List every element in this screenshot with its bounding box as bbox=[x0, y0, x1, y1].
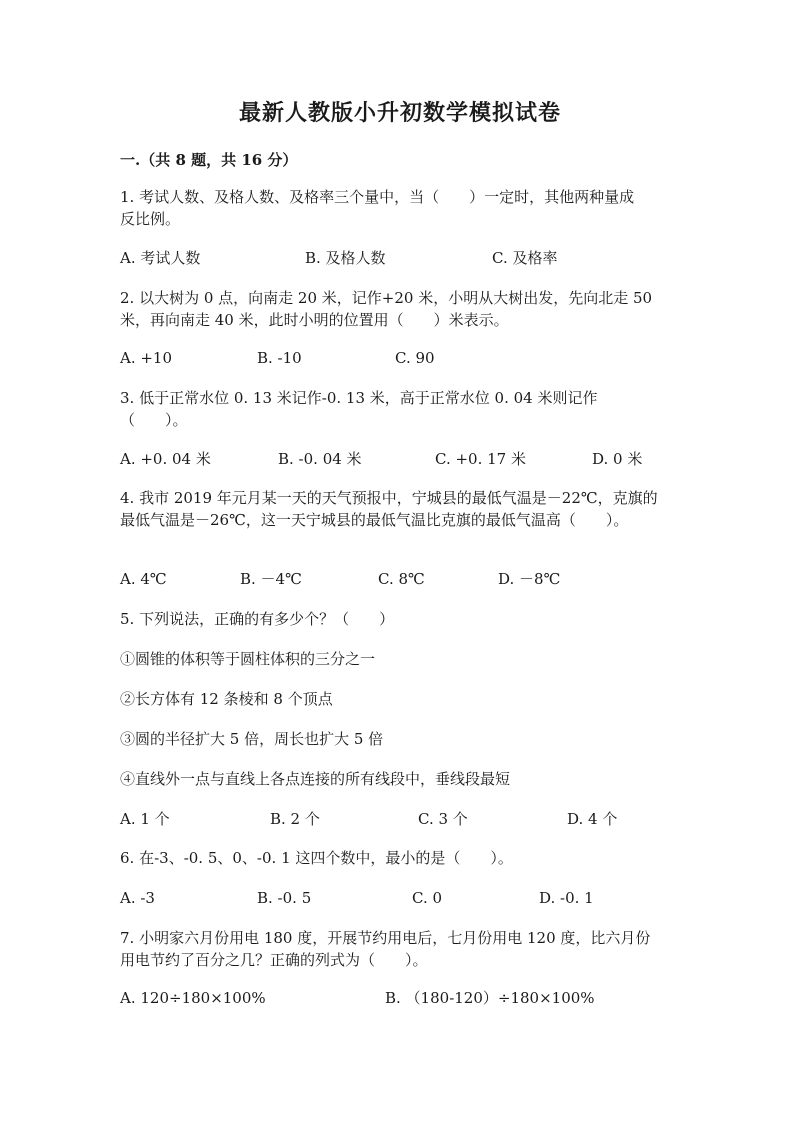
option-b: B. 2 个 bbox=[270, 810, 320, 828]
question-text: 6. 在-3、-0. 5、0、-0. 1 这四个数中，最小的是（ ）。 bbox=[120, 849, 513, 867]
option-b: B. -10 bbox=[257, 349, 302, 367]
question-7-options bbox=[120, 987, 720, 1009]
question-text: 4. 我市 2019 年元月某一天的天气预报中，宁城县的最低气温是－22℃，克旗的 bbox=[120, 489, 658, 507]
statement-3: ③圆的半径扩大 5 倍，周长也扩大 5 倍 bbox=[120, 730, 384, 748]
question-2-options bbox=[120, 347, 720, 369]
question-1-options bbox=[120, 247, 720, 269]
question-3-options bbox=[120, 448, 720, 470]
question-6-options bbox=[120, 887, 720, 909]
question-1 bbox=[120, 186, 685, 230]
question-text: 2. 以大树为 0 点，向南走 20 米，记作+20 米，小明从大树出发，先向北走 50 bbox=[120, 289, 653, 307]
option-a: A. 4℃ bbox=[120, 570, 167, 588]
question-7 bbox=[120, 927, 685, 971]
option-a: A. +10 bbox=[120, 349, 173, 367]
option-a: A. +0. 04 米 bbox=[120, 450, 211, 468]
question-3 bbox=[120, 387, 685, 431]
option-a: A. 120÷180×100% bbox=[120, 989, 266, 1007]
option-b: B. －4℃ bbox=[240, 570, 302, 588]
option-b: B. 及格人数 bbox=[305, 249, 386, 267]
option-b: B. -0. 5 bbox=[257, 889, 312, 907]
option-a: A. 考试人数 bbox=[120, 249, 201, 267]
option-c: C. 8℃ bbox=[378, 570, 425, 588]
question-text: 米，再向南走 40 米，此时小明的位置用（ ）米表示。 bbox=[120, 311, 509, 329]
option-b: B. （180-120）÷180×100% bbox=[385, 989, 595, 1007]
question-5 bbox=[120, 608, 685, 630]
option-c: C. 90 bbox=[395, 349, 435, 367]
option-c: C. +0. 17 米 bbox=[435, 450, 526, 468]
option-d: D. 4 个 bbox=[567, 810, 618, 828]
page-title: 最新人教版小升初数学模拟试卷 bbox=[238, 100, 561, 126]
question-2 bbox=[120, 287, 685, 331]
question-text: 1. 考试人数、及格人数、及格率三个量中，当（ ）一定时，其他两种量成 bbox=[120, 188, 635, 206]
question-5-options bbox=[120, 808, 720, 830]
option-a: A. 1 个 bbox=[120, 810, 170, 828]
option-c: C. 3 个 bbox=[418, 810, 468, 828]
question-text: 反比例。 bbox=[120, 210, 181, 228]
question-text: 用电节约了百分之几？正确的列式为（ ）。 bbox=[120, 951, 428, 969]
question-text: 最低气温是－26℃，这一天宁城县的最低气温比克旗的最低气温高（ ）。 bbox=[120, 511, 629, 529]
question-4 bbox=[120, 487, 685, 531]
question-text: （ ）。 bbox=[120, 411, 188, 429]
question-6 bbox=[120, 847, 685, 869]
statement-4: ④直线外一点与直线上各点连接的所有线段中，垂线段最短 bbox=[120, 770, 511, 788]
option-c: C. 0 bbox=[412, 889, 443, 907]
option-a: A. -3 bbox=[120, 889, 155, 907]
option-b: B. -0. 04 米 bbox=[278, 450, 362, 468]
statement-1: ①圆锥的体积等于圆柱体积的三分之一 bbox=[120, 650, 376, 668]
statement-2: ②长方体有 12 条棱和 8 个顶点 bbox=[120, 690, 333, 708]
question-text: 5. 下列说法，正确的有多少个？（ ） bbox=[120, 610, 395, 628]
option-c: C. 及格率 bbox=[492, 249, 558, 267]
question-text: 7. 小明家六月份用电 180 度，开展节约用电后，七月份用电 120 度，比六月份 bbox=[120, 929, 651, 947]
option-d: D. -0. 1 bbox=[539, 889, 594, 907]
question-text: 3. 低于正常水位 0. 13 米记作-0. 13 米，高于正常水位 0. 04 米则记作 bbox=[120, 389, 598, 407]
question-4-options bbox=[120, 568, 720, 590]
option-d: D. 0 米 bbox=[592, 450, 643, 468]
section-heading: 一.（共 8 题，共 16 分） bbox=[120, 151, 298, 169]
option-d: D. －8℃ bbox=[498, 570, 561, 588]
